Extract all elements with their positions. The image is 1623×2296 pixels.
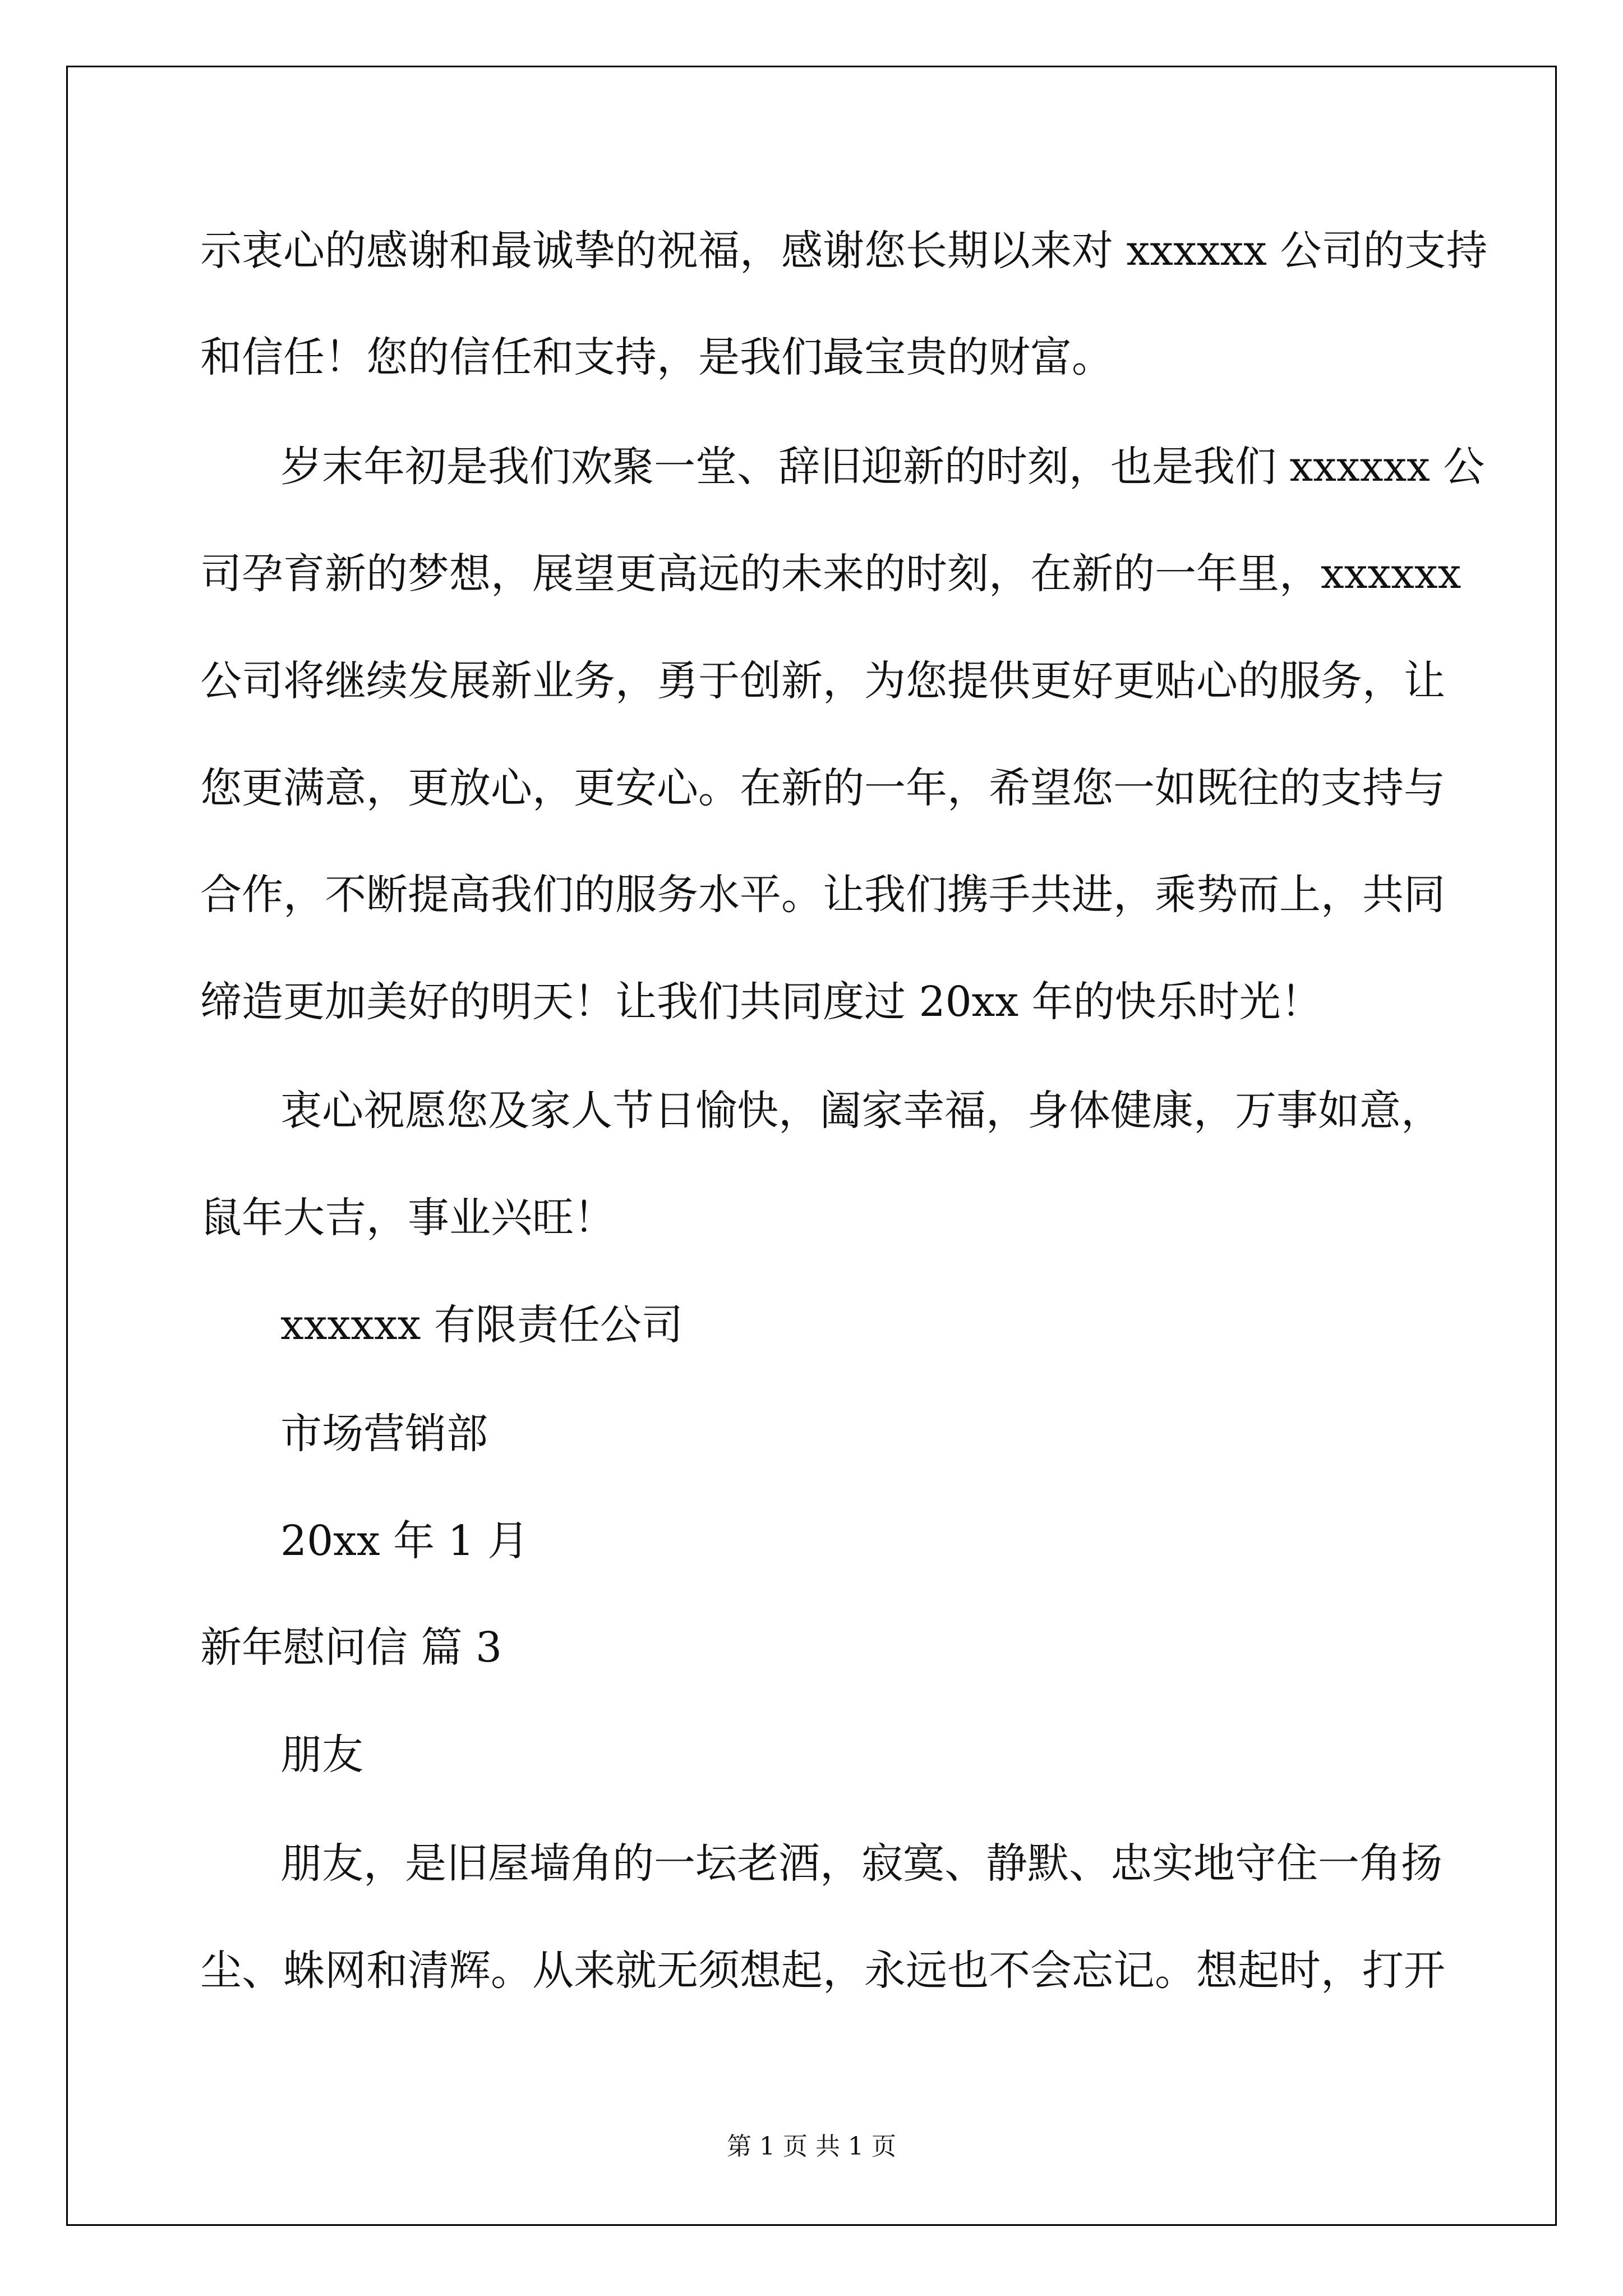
page-border bbox=[66, 66, 1557, 2226]
letter-date: 20xx 年 1 月 bbox=[280, 1517, 529, 1565]
body-text-line: 公司将继续发展新业务，勇于创新，为您提供更好更贴心的服务，让 bbox=[200, 657, 1445, 705]
body-text-line: 衷心祝愿您及家人节日愉快，阖家幸福，身体健康，万事如意， bbox=[280, 1087, 1442, 1135]
department-name: 市场营销部 bbox=[280, 1410, 488, 1458]
body-text-line: 和信任！您的信任和支持，是我们最宝贵的财富。 bbox=[200, 333, 1113, 381]
body-text-line: 您更满意，更放心，更安心。在新的一年，希望您一如既往的支持与 bbox=[200, 764, 1445, 812]
body-text-line: 合作，不断提高我们的服务水平。让我们携手共进，乘势而上，共同 bbox=[200, 871, 1445, 919]
page-number-footer: 第 1 页 共 1 页 bbox=[727, 2132, 896, 2161]
section-heading: 新年慰问信 篇 3 bbox=[200, 1623, 502, 1672]
salutation: 朋友 bbox=[280, 1731, 363, 1779]
body-text-line: 岁末年初是我们欢聚一堂、辞旧迎新的时刻，也是我们 xxxxxx 公 bbox=[280, 443, 1485, 491]
company-name: xxxxxx 有限责任公司 bbox=[280, 1301, 683, 1349]
body-text-line: 尘、蛛网和清辉。从来就无须想起，永远也不会忘记。想起时，打开 bbox=[200, 1947, 1445, 1995]
body-text-line: 朋友，是旧屋墙角的一坛老酒，寂寞、静默、忠实地守住一角扬 bbox=[280, 1839, 1442, 1888]
body-text-line: 示衷心的感谢和最诚挚的祝福，感谢您长期以来对 xxxxxx 公司的支持 bbox=[200, 227, 1488, 275]
body-text-line: 司孕育新的梦想，展望更高远的未来的时刻，在新的一年里，xxxxxx bbox=[200, 550, 1461, 598]
body-text-line: 缔造更加美好的明天！让我们共同度过 20xx 年的快乐时光！ bbox=[200, 978, 1322, 1026]
body-text-line: 鼠年大吉，事业兴旺！ bbox=[200, 1194, 615, 1242]
